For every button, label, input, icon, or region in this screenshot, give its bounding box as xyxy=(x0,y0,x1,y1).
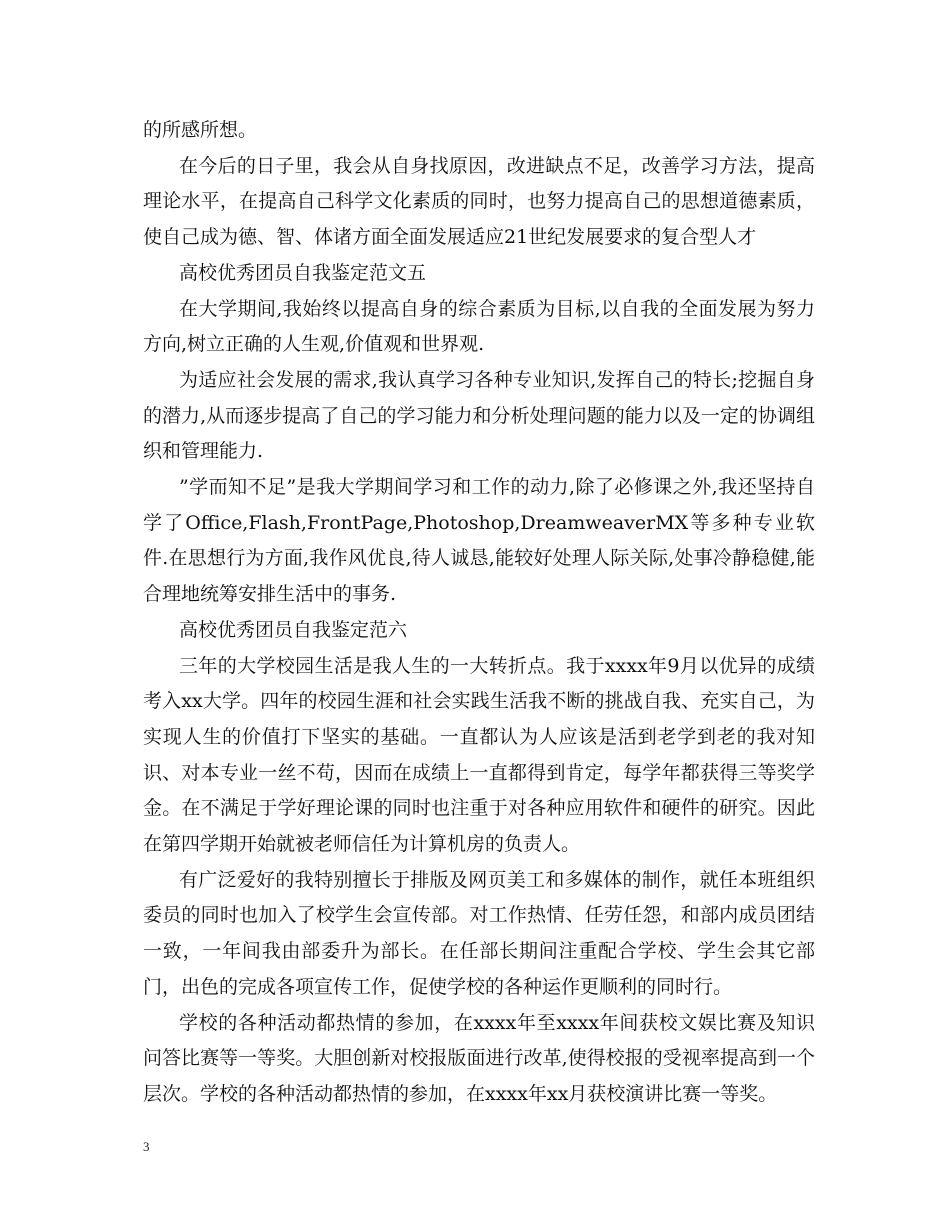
paragraph-university-life: 三年的大学校园生活是我人生的一大转折点。我于xxxx年9月以优异的成绩考入xx大学。四年的校园生涯和社会实践生活我不断的挑战自我、充实自己，为实现人生的价值打下坚实的基础。一直都认为人应该是活到老学到老的我对知识、对本专业一丝不苟，因而在成绩上一直都得到肯定，每学年都获得三等奖学金。在不满足于学好理论课的同时也注重于对各种应用软件和硬件的研究。因此在第四学期开始就被老师信任为计算机房的负责人。 xyxy=(143,654,815,856)
paragraph-activities: 学校的各种活动都热情的参加，在xxxx年至xxxx年间获校文娱比赛及知识问答比赛等一等奖。大胆创新对校报版面进行改革,使得校报的受视率提高到一个层次。学校的各种活动都热情的参加，在xxxx年xx月获校演讲比赛一等奖。 xyxy=(143,1011,815,1105)
document-body xyxy=(143,113,815,1113)
paragraph-hobbies: 有广泛爱好的我特别擅长于排版及网页美工和多媒体的制作，就任本班组织委员的同时也加入了校学生会宣传部。对工作热情、任劳任怨，和部内成员团结一致，一年间我由部委升为部长。在任部长期间注重配合学校、学生会其它部门，出色的完成各项宣传工作，促使学校的各种运作更顺利的同时行。 xyxy=(143,868,815,998)
paragraph-improvement-plan: 在今后的日子里，我会从自身找原因，改进缺点不足，改善学习方法，提高理论水平，在提高自己科学文化素质的同时，也努力提高自己的思想道德素质，使自己成为德、智、体诸方面全面发展适应21世纪发展要求的复合型人才 xyxy=(143,154,815,249)
paragraph-goal: 在大学期间,我始终以提高自身的综合素质为目标,以自我的全面发展为努力方向,树立正确的人生观,价值观和世界观. xyxy=(143,297,815,356)
section-heading-six: 高校优秀团员自我鉴定范六 xyxy=(179,618,408,641)
paragraph-software: ”学而知不足”是我大学期间学习和工作的动力,除了必修课之外,我还坚持自学了Office,Flash,FrontPage,Photoshop,DreamweaverMX等多种专业软件.在思想行为方面,我作风优良,待人诚恳,能较好处理人际关际,处事冷静稳健,能合理地统筹安排生活中的事务. xyxy=(143,476,815,606)
paragraph-continuation: 的所感所想。 xyxy=(143,119,258,141)
section-heading-five: 高校优秀团员自我鉴定范文五 xyxy=(179,261,427,284)
page-number: 3 xyxy=(143,1139,150,1154)
paragraph-study: 为适应社会发展的需求,我认真学习各种专业知识,发挥自己的特长;挖掘自身的潜力,从而逐步提高了自己的学习能力和分析处理问题的能力以及一定的协调组织和管理能力. xyxy=(143,368,815,463)
